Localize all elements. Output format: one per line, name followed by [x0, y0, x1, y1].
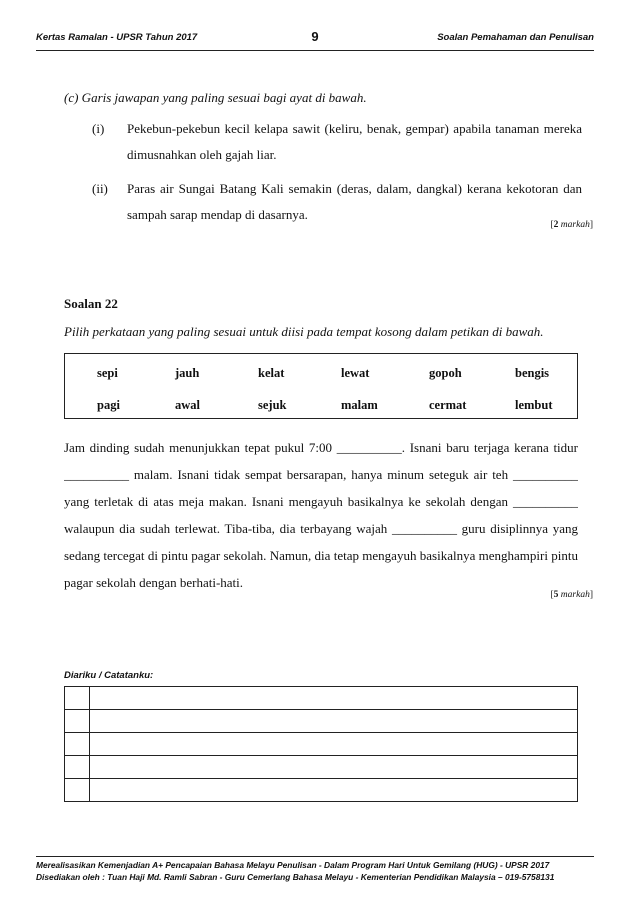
- page-number: 9: [311, 29, 319, 44]
- passage-line: walaupun dia sudah terlewat. Tiba-tiba, dia terbayang wajah __________ guru disiplinnya yang: [64, 521, 578, 536]
- passage-line: Jam dinding sudah menunjukkan tepat pukul 7:00 __________. Isnani baru terjaga kerana tidur: [64, 440, 578, 455]
- diary-row: [65, 779, 578, 802]
- word-option: bengis: [515, 366, 550, 380]
- word-option: lembut: [515, 398, 553, 412]
- diary-row: [65, 733, 578, 756]
- marks-label: [5 markah]: [550, 590, 593, 600]
- word-option: awal: [175, 398, 200, 412]
- word-option: malam: [341, 398, 378, 412]
- page-header: [36, 30, 594, 51]
- word-option: jauh: [175, 366, 200, 380]
- footer-line: Disediakan oleh : Tuan Haji Md. Ramli Sabran - Guru Cemerlang Bahasa Melayu - Kementerian Pendidikan Malaysia – 019-5758131: [36, 872, 555, 882]
- diary-line[interactable]: [90, 733, 578, 756]
- question-title: Soalan 22: [64, 296, 118, 311]
- word-option: pagi: [97, 398, 120, 412]
- word-option: cermat: [429, 398, 467, 412]
- passage-line: pagar sekolah dengan berhati-hati.: [64, 575, 244, 590]
- diary-title: Diariku / Catatanku:: [64, 670, 154, 681]
- header-section: Soalan Pemahaman dan Penulisan: [437, 32, 594, 43]
- footer-line: Merealisasikan Kemenjadian A+ Pencapaian Bahasa Melayu Penulisan - Dalam Program Hari Untuk Gemilang (HUG) - UPSR 2017: [36, 860, 550, 870]
- marks-label: [2 markah]: [550, 220, 593, 230]
- page-footer: [36, 856, 594, 883]
- diary-line[interactable]: [90, 687, 578, 710]
- diary-line[interactable]: [90, 756, 578, 779]
- diary-checkbox[interactable]: [65, 710, 90, 733]
- diary-row: [65, 756, 578, 779]
- diary-checkbox[interactable]: [65, 733, 90, 756]
- question-instruction: Pilih perkataan yang paling sesuai untuk diisi pada tempat kosong dalam petikan di bawah.: [64, 324, 544, 339]
- diary-checkbox[interactable]: [65, 687, 90, 710]
- item-text: Paras air Sungai Batang Kali semakin (deras, dalam, dangkal) kerana kekotoran dan sampah sarap mendap di dasarnya.: [127, 181, 582, 222]
- word-option: lewat: [341, 366, 370, 380]
- word-option: sepi: [97, 366, 118, 380]
- passage: [64, 434, 578, 596]
- header-title: Kertas Ramalan - UPSR Tahun 2017: [36, 32, 198, 43]
- word-option: kelat: [258, 366, 285, 380]
- marks-word: markah: [560, 590, 590, 600]
- diary-line[interactable]: [90, 710, 578, 733]
- word-option: sejuk: [258, 398, 287, 412]
- item-number: (ii): [92, 181, 108, 196]
- passage-line: yang terletak di atas meja makan. Isnani mengayuh basikalnya ke sekolah dengan __________: [64, 494, 578, 509]
- word-option: gopoh: [429, 366, 462, 380]
- item-number: (i): [92, 121, 105, 136]
- diary-table: [64, 686, 578, 802]
- diary-checkbox[interactable]: [65, 779, 90, 802]
- diary-checkbox[interactable]: [65, 756, 90, 779]
- marks-word: markah: [560, 220, 590, 230]
- part-c-instruction: (c) Garis jawapan yang paling sesuai bagi ayat di bawah.: [64, 90, 367, 105]
- item-text: Pekebun-pekebun kecil kelapa sawit (keliru, benak, gempar) apabila tanaman mereka dimusnahkan oleh gajah liar.: [127, 121, 582, 162]
- word-choice-box: [64, 353, 578, 419]
- marks-number: 2: [553, 220, 559, 230]
- diary-row: [65, 687, 578, 710]
- marks-number: 5: [553, 590, 559, 600]
- passage-line: sedang tercegat di pintu pagar sekolah. Namun, dia tetap mengayuh basikalnya menghampiri pintu: [64, 548, 578, 563]
- passage-line: __________ malam. Isnani tidak sempat bersarapan, hanya minum seteguk air teh __________: [64, 467, 578, 482]
- diary-line[interactable]: [90, 779, 578, 802]
- diary-row: [65, 710, 578, 733]
